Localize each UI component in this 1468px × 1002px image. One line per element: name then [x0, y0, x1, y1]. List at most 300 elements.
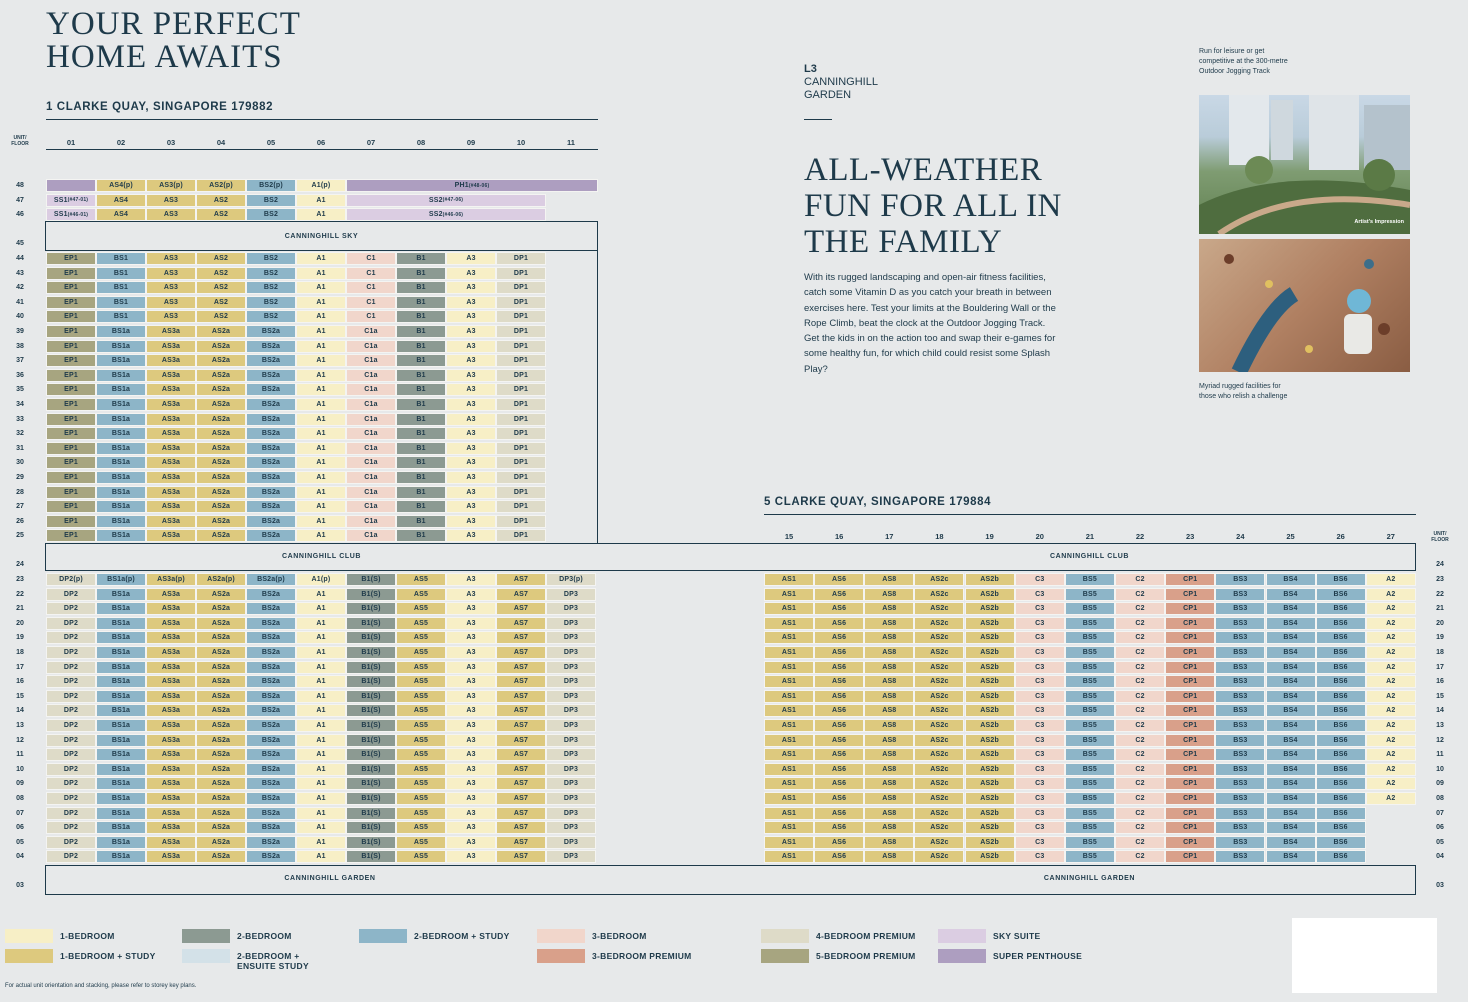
unit-cell: DP3 — [546, 646, 596, 659]
unit-cell: C3 — [1015, 602, 1065, 615]
unit-cell: C2 — [1115, 734, 1165, 747]
unit-cell: BS1a — [96, 383, 146, 396]
unit-cell: BS1a — [96, 588, 146, 601]
unit-cell: A3 — [446, 383, 496, 396]
unit-cell: BS1a — [96, 325, 146, 338]
unit-cell: DP2(p) — [46, 573, 96, 586]
unit-cell: A1 — [296, 807, 346, 820]
level-rule — [804, 119, 832, 120]
unit-cell: BS5 — [1065, 748, 1115, 761]
unit-cell: C3 — [1015, 719, 1065, 732]
legend-label: SUPER PENTHOUSE — [993, 951, 1083, 961]
unit-cell: AS6 — [814, 661, 864, 674]
unit-cell: AS1 — [764, 792, 814, 805]
unit-cell: C3 — [1015, 807, 1065, 820]
unit-cell: B1 — [396, 398, 446, 411]
unit-cell: C3 — [1015, 617, 1065, 630]
floor-label: 32 — [16, 430, 24, 438]
unit-cell: AS2b — [965, 734, 1015, 747]
unit-cell: DP1 — [496, 413, 546, 426]
floor-label-24-right: 24 — [1436, 561, 1444, 568]
unit-cell: A2 — [1366, 704, 1416, 717]
floor-label: 22 — [16, 590, 24, 598]
unit-cell: AS2a — [196, 529, 246, 542]
unit-cell: BS3 — [1215, 631, 1265, 644]
unit-cell: B1(S) — [346, 763, 396, 776]
unit-cell: DP3 — [546, 617, 596, 630]
unit-cell: C3 — [1015, 588, 1065, 601]
unit-cell: CP1 — [1165, 646, 1215, 659]
unit-cell: AS6 — [814, 588, 864, 601]
block2-rule — [764, 514, 1416, 515]
unit-cell — [46, 179, 96, 192]
floor-label: 18 — [16, 649, 24, 656]
unit-cell: AS8 — [864, 734, 914, 747]
unit-cell: AS3 — [146, 310, 196, 323]
unit-cell: AS6 — [814, 704, 864, 717]
unit-cell: BS1a — [96, 836, 146, 849]
unit-cell: AS3 — [146, 252, 196, 265]
unit-cell: BS3 — [1215, 807, 1265, 820]
floor-label: 33 — [16, 415, 24, 423]
unit-cell: DP1 — [496, 427, 546, 440]
unit-cell: A3 — [446, 588, 496, 601]
unit-cell: AS2a — [196, 777, 246, 790]
unit-cell: CP1 — [1165, 690, 1215, 703]
unit-cell: EP1 — [46, 354, 96, 367]
column-header: 02 — [116, 138, 126, 147]
unit-cell: BS1a — [96, 690, 146, 703]
unit-cell: A2 — [1366, 734, 1416, 747]
unit-cell: BS2a — [246, 442, 296, 455]
unit-cell: BS6 — [1316, 704, 1366, 717]
unit-cell: BS6 — [1316, 821, 1366, 834]
unit-cell: AS6 — [814, 617, 864, 630]
unit-cell: AS2a — [196, 646, 246, 659]
unit-cell: AS1 — [764, 573, 814, 586]
unit-cell: CP1 — [1165, 602, 1215, 615]
unit-cell: EP1 — [46, 340, 96, 353]
unit-cell: B1 — [396, 325, 446, 338]
unit-cell: C3 — [1015, 675, 1065, 688]
floor-label: 16 — [1436, 678, 1444, 686]
unit-cell: AS8 — [864, 646, 914, 659]
unit-cell: DP3 — [546, 821, 596, 834]
unit-cell: C1 — [346, 281, 396, 294]
unit-cell: AS3 — [146, 281, 196, 294]
unit-cell: AS7 — [496, 821, 546, 834]
unit-cell: AS1 — [764, 646, 814, 659]
column-header: 09 — [466, 138, 476, 147]
unit-floor-label-right: UNIT/ FLOOR — [1431, 531, 1449, 543]
unit-cell: DP3 — [546, 690, 596, 703]
unit-cell: DP3(p) — [546, 573, 596, 586]
unit-cell: AS3a — [146, 792, 196, 805]
unit-cell: BS4 — [1266, 734, 1316, 747]
unit-cell: BS6 — [1316, 792, 1366, 805]
unit-cell: AS1 — [764, 631, 814, 644]
unit-cell: AS2a — [196, 427, 246, 440]
unit-cell: DP2 — [46, 602, 96, 615]
unit-cell: B1 — [396, 354, 446, 367]
unit-cell: B1 — [396, 515, 446, 528]
legend-label: SKY SUITE — [993, 931, 1041, 941]
unit-cell: A2 — [1366, 792, 1416, 805]
unit-cell: B1 — [396, 383, 446, 396]
unit-cell: AS8 — [864, 850, 914, 863]
unit-cell: AS2c — [914, 748, 964, 761]
unit-cell: A1 — [296, 719, 346, 732]
unit-cell: C2 — [1115, 690, 1165, 703]
unit-cell: AS7 — [496, 807, 546, 820]
column-header: 07 — [366, 138, 376, 147]
floor-label: 15 — [1436, 692, 1444, 700]
unit-cell: A1 — [296, 704, 346, 717]
floor-label: 04 — [1436, 853, 1444, 861]
unit-cell: BS3 — [1215, 836, 1265, 849]
unit-cell: A3 — [446, 836, 496, 849]
unit-cell: A1 — [296, 763, 346, 776]
floor-label: 29 — [16, 474, 24, 481]
unit-cell: A1 — [296, 836, 346, 849]
unit-cell: AS6 — [814, 719, 864, 732]
unit-cell: A1 — [296, 340, 346, 353]
unit-cell: C2 — [1115, 850, 1165, 863]
unit-cell: BS3 — [1215, 850, 1265, 863]
column-header: 22 — [1135, 532, 1145, 541]
unit-cell: AS3a — [146, 661, 196, 674]
unit-cell: AS1 — [764, 690, 814, 703]
unit-cell: BS3 — [1215, 734, 1265, 747]
column-header: 08 — [416, 138, 426, 147]
unit-cell: A3 — [446, 734, 496, 747]
unit-cell: DP3 — [546, 631, 596, 644]
unit-cell: BS1a — [96, 602, 146, 615]
garden-band-label-left: CANNINGHILL GARDEN — [284, 875, 376, 882]
unit-cell: AS2a — [196, 704, 246, 717]
block1-rule — [46, 119, 598, 120]
unit-cell: AS5 — [396, 617, 446, 630]
unit-cell: C1a — [346, 340, 396, 353]
column-header: 20 — [1035, 532, 1044, 541]
unit-cell: BS3 — [1215, 821, 1265, 834]
floor-label: 23 — [16, 576, 24, 583]
unit-cell: A2 — [1366, 690, 1416, 703]
unit-cell: EP1 — [46, 529, 96, 542]
unit-cell: A3 — [446, 777, 496, 790]
unit-cell: AS2b — [965, 836, 1015, 849]
unit-cell: BS5 — [1065, 763, 1115, 776]
unit-cell: AS7 — [496, 646, 546, 659]
unit-cell: DP3 — [546, 588, 596, 601]
unit-cell: C1a — [346, 529, 396, 542]
unit-cell: DP1 — [496, 442, 546, 455]
unit-cell: BS6 — [1316, 661, 1366, 674]
unit-cell: AS2b — [965, 719, 1015, 732]
unit-cell: BS6 — [1316, 617, 1366, 630]
unit-cell: AS7 — [496, 850, 546, 863]
unit-cell: A1 — [296, 734, 346, 747]
unit-cell: A1 — [296, 486, 346, 499]
column-header: 25 — [1286, 532, 1295, 541]
floor-label: 34 — [16, 401, 24, 408]
unit-cell: DP3 — [546, 661, 596, 674]
unit-cell: BS2a — [246, 500, 296, 513]
floor-label: 37 — [16, 357, 24, 365]
unit-cell: DP3 — [546, 836, 596, 849]
unit-cell: AS8 — [864, 588, 914, 601]
unit-cell: BS1a — [96, 413, 146, 426]
unit-cell: AS5 — [396, 661, 446, 674]
unit-cell: AS2 — [196, 310, 246, 323]
unit-cell: A2 — [1366, 617, 1416, 630]
unit-cell: AS2c — [914, 763, 964, 776]
unit-cell: BS3 — [1215, 719, 1265, 732]
unit-cell: C3 — [1015, 631, 1065, 644]
unit-cell: CP1 — [1165, 719, 1215, 732]
unit-cell: AS3a — [146, 369, 196, 382]
unit-cell: DP2 — [46, 675, 96, 688]
unit-cell: AS2a — [196, 471, 246, 484]
unit-cell: AS2a — [196, 617, 246, 630]
floor-label: 18 — [1436, 649, 1444, 656]
unit-cell: AS6 — [814, 734, 864, 747]
unit-cell: B1(S) — [346, 807, 396, 820]
unit-cell: BS2 — [246, 252, 296, 265]
unit-cell: AS6 — [814, 777, 864, 790]
unit-cell: DP1 — [496, 529, 546, 542]
unit-cell: BS3 — [1215, 792, 1265, 805]
unit-cell: DP2 — [46, 850, 96, 863]
level-code: L3 — [804, 63, 817, 75]
unit-cell: A3 — [446, 310, 496, 323]
unit-cell: AS3a — [146, 631, 196, 644]
unit-cell: AS7 — [496, 719, 546, 732]
floor-label: 46 — [16, 211, 24, 218]
legend-swatch — [938, 949, 986, 963]
floor-label: 16 — [16, 678, 24, 686]
unit-cell: AS3a — [146, 500, 196, 513]
unit-cell: BS2 — [246, 296, 296, 309]
unit-cell: DP2 — [46, 631, 96, 644]
unit-cell: BS5 — [1065, 690, 1115, 703]
unit-cell: BS2 — [246, 310, 296, 323]
unit-cell: AS2(p) — [196, 179, 246, 192]
climbing-wall-illustration — [1199, 239, 1410, 372]
unit-cell: AS2a — [196, 442, 246, 455]
floor-label: 19 — [1436, 634, 1444, 642]
unit-cell: C3 — [1015, 792, 1065, 805]
unit-cell: C3 — [1015, 573, 1065, 586]
unit-cell: A1 — [296, 310, 346, 323]
unit-cell: C2 — [1115, 836, 1165, 849]
unit-cell: A3 — [446, 354, 496, 367]
legend-swatch — [537, 929, 585, 943]
unit-cell: AS8 — [864, 836, 914, 849]
unit-cell: BS1a — [96, 471, 146, 484]
unit-cell: AS6 — [814, 602, 864, 615]
unit-cell: A1(p) — [296, 179, 346, 192]
unit-cell: AS3 — [146, 194, 196, 207]
unit-cell: C2 — [1115, 777, 1165, 790]
unit-cell: AS1 — [764, 719, 814, 732]
unit-cell: AS6 — [814, 646, 864, 659]
unit-cell: C3 — [1015, 646, 1065, 659]
unit-cell: C1a — [346, 442, 396, 455]
caption-bottom: Myriad rugged facilities for those who relish a challenge — [1199, 383, 1288, 400]
unit-cell: AS2 — [196, 281, 246, 294]
unit-cell: A1 — [296, 602, 346, 615]
floor-label: 08 — [16, 795, 24, 802]
unit-cell: A3 — [446, 748, 496, 761]
unit-cell: AS5 — [396, 748, 446, 761]
unit-cell: CP1 — [1165, 850, 1215, 863]
unit-cell: BS6 — [1316, 807, 1366, 820]
unit-cell: AS7 — [496, 573, 546, 586]
floor-label: 23 — [1436, 576, 1444, 583]
unit-cell: BS1 — [96, 310, 146, 323]
unit-cell: C1a — [346, 398, 396, 411]
unit-cell: CP1 — [1165, 588, 1215, 601]
unit-cell: BS6 — [1316, 836, 1366, 849]
unit-cell: AS2a — [196, 661, 246, 674]
unit-cell: BS2a — [246, 529, 296, 542]
unit-cell: AS6 — [814, 807, 864, 820]
floor-label: 10 — [1436, 765, 1444, 773]
unit-cell: AS7 — [496, 792, 546, 805]
unit-cell: A1 — [296, 471, 346, 484]
unit-cell: DP2 — [46, 661, 96, 674]
unit-cell: AS3a — [146, 413, 196, 426]
unit-cell: AS2c — [914, 792, 964, 805]
floor-label-24-left: 24 — [16, 561, 24, 568]
unit-cell: B1 — [396, 296, 446, 309]
feature-body: With its rugged landscaping and open-air fitness facilities, catch some Vitamin D as you catch your breath in between exercises here. Test your limits at the Bouldering Wall or the Rope Climb, beat the clock at the Outdoor Jogging Track. Get the kids in on the action too and swap their e-games for some healthy fun, for which child could resist some Splash Play? — [804, 272, 1056, 375]
unit-cell-sky-suite: SS1 (#46-01) — [46, 208, 96, 221]
unit-cell: A3 — [446, 369, 496, 382]
unit-cell: BS2a — [246, 427, 296, 440]
floor-label: 26 — [16, 517, 24, 525]
floor-label: 12 — [1436, 736, 1444, 744]
unit-cell: AS2b — [965, 602, 1015, 615]
unit-cell: AS3 — [146, 267, 196, 280]
unit-cell: BS6 — [1316, 777, 1366, 790]
unit-cell: C1a — [346, 486, 396, 499]
unit-cell: AS8 — [864, 573, 914, 586]
unit-cell: AS8 — [864, 763, 914, 776]
floor-label: 14 — [16, 707, 24, 715]
unit-cell: B1(S) — [346, 821, 396, 834]
unit-cell: DP3 — [546, 719, 596, 732]
unit-cell: C2 — [1115, 617, 1165, 630]
unit-cell: AS6 — [814, 792, 864, 805]
unit-cell: EP1 — [46, 427, 96, 440]
unit-cell: BS3 — [1215, 704, 1265, 717]
unit-cell: A1 — [296, 777, 346, 790]
unit-cell: B1 — [396, 500, 446, 513]
unit-cell: BS5 — [1065, 777, 1115, 790]
unit-cell: A3 — [446, 442, 496, 455]
unit-cell: BS3 — [1215, 690, 1265, 703]
unit-cell: AS5 — [396, 763, 446, 776]
unit-cell: AS7 — [496, 631, 546, 644]
unit-cell: BS2a — [246, 398, 296, 411]
unit-cell: B1 — [396, 442, 446, 455]
unit-cell: B1(S) — [346, 573, 396, 586]
column-header: 24 — [1236, 532, 1245, 541]
unit-cell: BS4 — [1266, 704, 1316, 717]
unit-cell: B1 — [396, 310, 446, 323]
unit-cell: BS6 — [1316, 763, 1366, 776]
unit-cell: EP1 — [46, 500, 96, 513]
unit-cell: AS2a — [196, 413, 246, 426]
unit-cell: BS1a — [96, 617, 146, 630]
unit-cell: DP2 — [46, 704, 96, 717]
floor-label: 47 — [16, 196, 24, 204]
unit-cell-sky-suite: SS2 (#47-06) — [346, 194, 546, 207]
unit-cell: B1(S) — [346, 850, 396, 863]
unit-cell: A1 — [296, 631, 346, 644]
unit-cell: AS8 — [864, 792, 914, 805]
column-header: 03 — [166, 138, 176, 147]
unit-cell: BS1a — [96, 529, 146, 542]
unit-cell: DP3 — [546, 704, 596, 717]
floor-label-03-left: 03 — [16, 882, 24, 889]
unit-cell: AS1 — [764, 602, 814, 615]
legend-label: 2-BEDROOM + ENSUITE STUDY — [237, 951, 309, 971]
unit-cell: BS4 — [1266, 763, 1316, 776]
unit-cell: C1a — [346, 471, 396, 484]
unit-cell: A3 — [446, 427, 496, 440]
unit-cell: AS3a — [146, 734, 196, 747]
unit-cell: A2 — [1366, 675, 1416, 688]
unit-cell: A3 — [446, 252, 496, 265]
unit-cell: A3 — [446, 471, 496, 484]
unit-cell: DP2 — [46, 763, 96, 776]
unit-cell: BS6 — [1316, 602, 1366, 615]
unit-cell: A2 — [1366, 631, 1416, 644]
unit-cell: AS2c — [914, 850, 964, 863]
unit-cell: BS1a — [96, 719, 146, 732]
unit-cell: BS2a — [246, 734, 296, 747]
unit-cell: AS2b — [965, 763, 1015, 776]
unit-cell: A1 — [296, 398, 346, 411]
column-header: 11 — [567, 138, 575, 147]
unit-cell: AS4 — [96, 194, 146, 207]
unit-cell: AS2c — [914, 836, 964, 849]
unit-cell: A1 — [296, 267, 346, 280]
unit-cell: BS4 — [1266, 602, 1316, 615]
unit-cell: B1(S) — [346, 602, 396, 615]
unit-cell: BS2 — [246, 267, 296, 280]
unit-cell: EP1 — [46, 398, 96, 411]
unit-cell: AS2 — [196, 252, 246, 265]
unit-cell: BS4 — [1266, 807, 1316, 820]
unit-cell: CP1 — [1165, 734, 1215, 747]
unit-cell: DP3 — [546, 777, 596, 790]
floor-label: 42 — [16, 284, 24, 292]
unit-cell: AS3a — [146, 515, 196, 528]
unit-cell: BS1a(p) — [96, 573, 146, 586]
unit-cell: EP1 — [46, 252, 96, 265]
unit-cell: C3 — [1015, 821, 1065, 834]
unit-cell: A1 — [296, 369, 346, 382]
unit-cell: BS1 — [96, 252, 146, 265]
unit-cell: A2 — [1366, 763, 1416, 776]
unit-cell: AS8 — [864, 821, 914, 834]
unit-cell: AS5 — [396, 836, 446, 849]
unit-cell: DP2 — [46, 836, 96, 849]
